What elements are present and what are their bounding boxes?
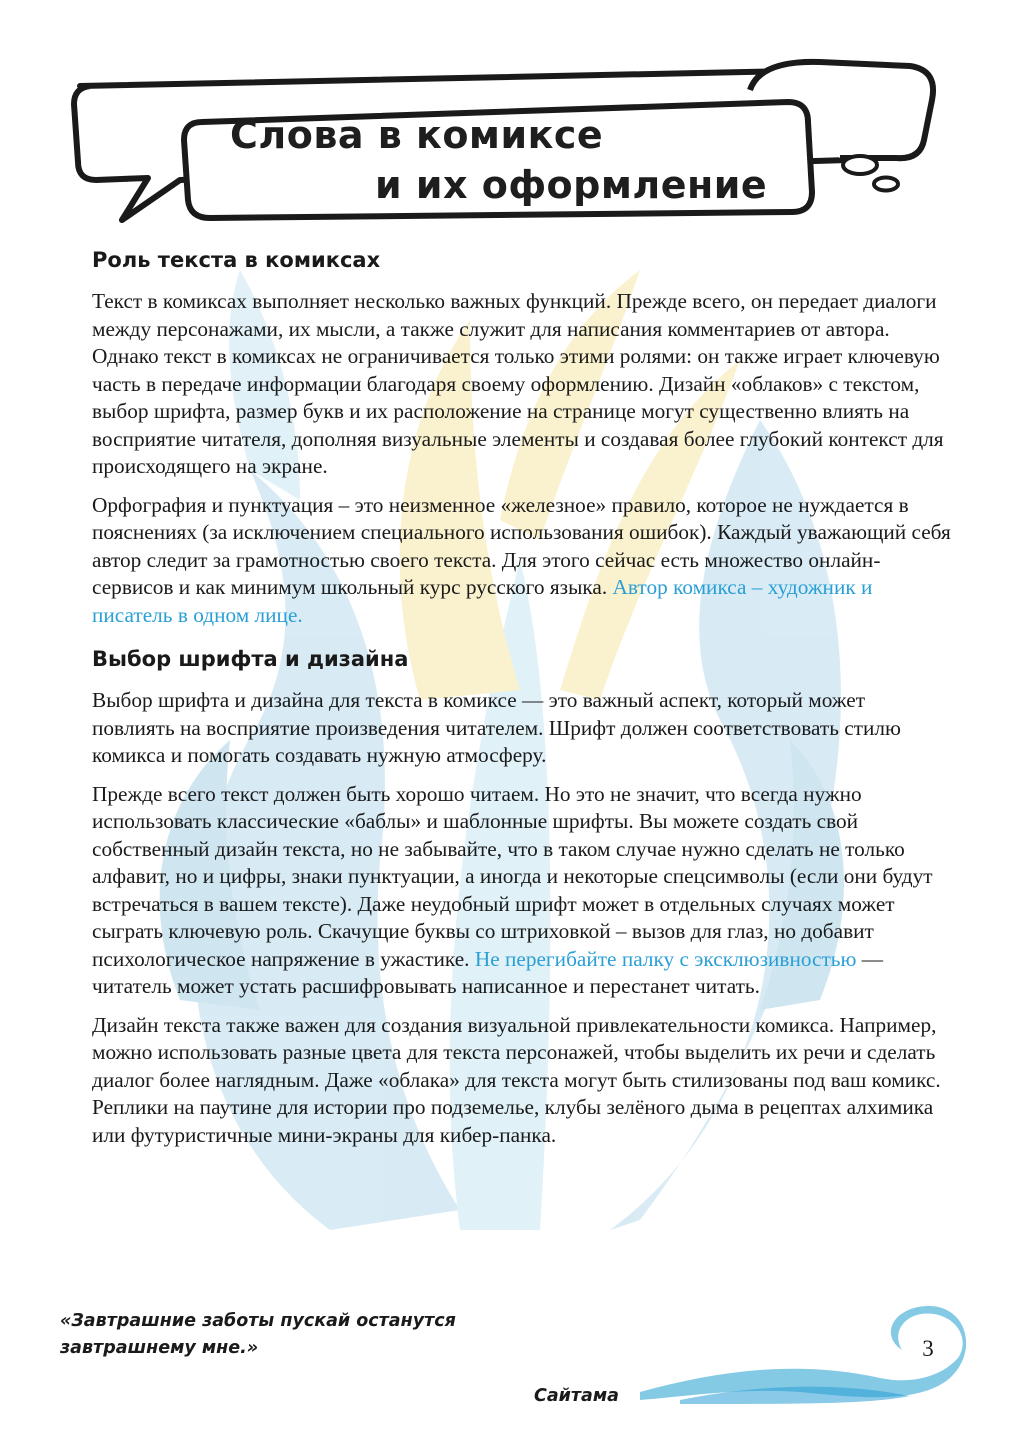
quote-line-1: «Завтрашние заботы пускай останутся	[60, 1311, 456, 1331]
paragraph-text-tail: — читатель может устать расшифровывать написанное и перестанет читать.	[92, 946, 884, 998]
article-content	[92, 248, 952, 1160]
page-number: 3	[922, 1336, 934, 1361]
highlight-text: Не перегибайте палку с эксклюзивностью	[474, 946, 857, 971]
highlight-text: Автор комикса – художник и писатель в одном лице.	[92, 575, 873, 627]
footer-quote	[60, 1308, 456, 1362]
quote-line-2: завтрашнему мне.»	[60, 1338, 259, 1358]
section-heading-text-role: Роль текста в комиксах	[92, 248, 381, 272]
paragraph: Дизайн текста также важен для создания визуальной привлекательности комикса. Например, можно использовать разные цвета для текста персонажей, чтобы выделить их речи и сделать диалог более наглядным. Даже «облака» для текста могут быть стилизованы под ваш комикс. Реплики на паутине для истории про подземелье, клубы зелёного дыма в рецептах алхимика или футуристичные мини-экраны для кибер-панка.	[92, 1012, 941, 1147]
quote-author: Сайтама	[534, 1386, 619, 1406]
title-line-2: и их оформление	[375, 163, 768, 207]
section-heading-font-design: Выбор шрифта и дизайна	[92, 647, 409, 671]
page-title	[230, 110, 767, 210]
paragraph	[92, 781, 952, 1001]
paragraph: Текст в комиксах выполняет несколько важных функций. Прежде всего, он передает диалоги между персонажами, их мысли, а также служит для написания комментариев от автора. Однако текст в комиксах не ограничивается только этими ролями: он также играет ключевую часть в передаче информации благодаря своему оформлению. Дизайн «облаков» с текстом, выбор шрифта, размер букв и их расположение на странице могут существенно влиять на восприятие читателя, дополняя визуальные элементы и создавая более глубокий контекст для происходящего на экране.	[92, 289, 944, 478]
title-line-1: Слова в комиксе	[230, 113, 604, 157]
paragraph: Выбор шрифта и дизайна для текста в комиксе — это важный аспект, который может повлиять на восприятие произведения читателем. Шрифт должен соответствовать стилю комикса и помогать создавать нужную атмосферу.	[92, 688, 901, 767]
paragraph-text: Орфография и пунктуация – это неизменное «железное» правило, которое не нуждается в пояснениях (за исключением специального использования ошибок). Каждый уважающий себя автор следит за грамотностью своего текста. Для этого сейчас есть множество онлайн-сервисов и как минимум школьный курс русского языка.	[92, 492, 951, 599]
paragraph-text: Прежде всего текст должен быть хорошо читаем. Но это не значит, что всегда нужно использовать классические «баблы» и шаблонные шрифты. Вы можете создать свой собственный дизайн текста, но не забывайте, что в таком случае нужно сделать не только алфавит, но и цифры, знаки пунктуации, а иногда и некоторые спецсимволы (если они будут встречаться в вашем тексте). Даже неудобный шрифт может в отдельных случаях может сыграть ключевую роль. Скачущие буквы со штриховкой – вызов для глаз, но добавит психологическое напряжение в ужастике.	[92, 781, 933, 971]
paragraph	[92, 492, 952, 630]
